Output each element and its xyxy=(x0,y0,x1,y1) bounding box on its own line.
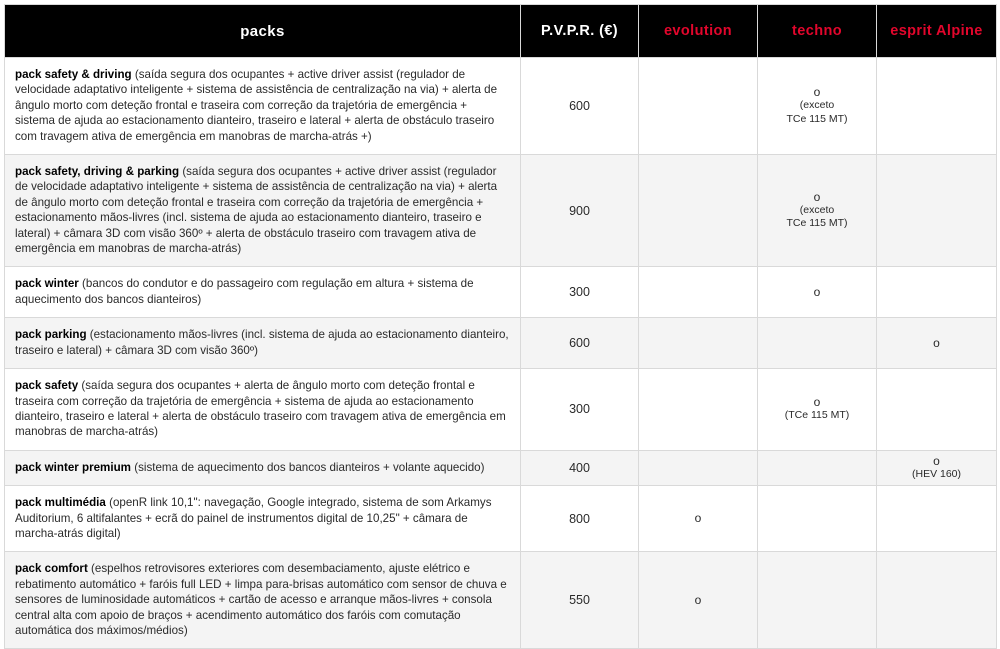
pack-name: pack parking xyxy=(15,328,87,342)
option-note: TCe 115 MT) xyxy=(786,112,848,125)
esprit-alpine-availability-cell xyxy=(877,552,997,649)
pack-description-cell xyxy=(5,552,521,649)
option-marker: o xyxy=(933,453,940,468)
table-header xyxy=(5,5,997,58)
techno-availability-cell xyxy=(758,58,877,155)
option-note: TCe 115 MT) xyxy=(786,217,848,230)
esprit-alpine-availability-cell xyxy=(877,486,997,552)
pack-description-cell xyxy=(5,58,521,155)
pack-contents: (saída segura dos ocupantes + alerta de ângulo morto com deteção frontal e traseira com correção da trajetória de emergência + sistema de ajuda ao estacionamento dianteiro, traseiro e lateral + alerta de obstáculo traseiro com travagem ativa de emergência em manobras de marcha-atrás) xyxy=(15,379,506,439)
evolution-availability-cell xyxy=(639,486,758,552)
pack-price-cell: 300 xyxy=(521,267,639,318)
table-row xyxy=(5,267,997,318)
pack-contents: (bancos do condutor e do passageiro com regulação em altura + sistema de aquecimento dos bancos dianteiros) xyxy=(15,277,474,306)
pack-description-cell xyxy=(5,155,521,267)
packs-table xyxy=(4,4,997,649)
option-note: (exceto xyxy=(799,204,835,217)
pack-contents: (espelhos retrovisores exteriores com desembaciamento, ajuste elétrico e rebatimento automático + faróis full LED + limpa para-brisas automático com sensor de chuva e sensores de luminosidade automáticos + cartão de acesso e arranque mãos-livres + consola central alta com apoio de braços + acendimento automático dos faróis com comutação automática dos máximos/médios) xyxy=(15,562,507,637)
techno-availability-cell xyxy=(758,267,877,318)
pack-contents: (saída segura dos ocupantes + active driver assist (regulador de velocidade adaptativo inteligente + sistema de assistência de centralização na via) + alerta de ângulo morto com deteção frontal e traseira com correção da trajetória de emergência + estacionamento mãos-livres (incl. sistema de ajuda ao estacionamento dianteiro, traseiro e lateral) + câmara 3D com visão 360º + alerta de obstáculo traseiro com travagem ativa de emergência em manobras de marcha-atrás) xyxy=(15,165,498,256)
pack-price-cell: 600 xyxy=(521,318,639,369)
esprit-alpine-availability-cell xyxy=(877,58,997,155)
pack-description-cell xyxy=(5,267,521,318)
table-row xyxy=(5,450,997,485)
evolution-availability-cell xyxy=(639,58,758,155)
option-marker: o xyxy=(813,85,821,100)
option-note: (HEV 160) xyxy=(911,467,962,480)
pack-description-cell xyxy=(5,486,521,552)
techno-availability-cell xyxy=(758,486,877,552)
pack-name: pack comfort xyxy=(15,562,88,576)
pack-price-cell: 600 xyxy=(521,58,639,155)
column-header-evolution: evolution xyxy=(639,5,758,58)
pack-name: pack winter xyxy=(15,277,79,291)
option-marker: o xyxy=(694,511,702,526)
table-row xyxy=(5,155,997,267)
techno-availability-cell xyxy=(758,369,877,451)
table-row xyxy=(5,58,997,155)
column-header-esprit-alpine: esprit Alpine xyxy=(877,5,997,58)
techno-availability-cell xyxy=(758,155,877,267)
esprit-alpine-availability-cell xyxy=(877,155,997,267)
pack-price-cell: 800 xyxy=(521,486,639,552)
option-note: (exceto xyxy=(799,99,835,112)
pack-description-cell xyxy=(5,318,521,369)
pack-contents: (sistema de aquecimento dos bancos dianteiros + volante aquecido) xyxy=(130,460,485,474)
pack-name: pack safety & driving xyxy=(15,68,132,81)
pack-contents: (saída segura dos ocupantes + active driver assist (regulador de velocidade adaptativo inteligente + sistema de assistência de centralização na via) + alerta de ângulo morto com deteção frontal e traseira com correção da trajetória de emergência + sistema de ajuda ao estacionamento dianteiro, traseiro e lateral + alerta de obstáculo traseiro com travagem ativa de emergência em manobras de marcha-atrás +) xyxy=(15,68,498,143)
option-marker: o xyxy=(813,395,821,410)
evolution-availability-cell xyxy=(639,267,758,318)
pack-contents: (estacionamento mãos-livres (incl. sistema de ajuda ao estacionamento dianteiro, traseiro e lateral) + câmara 3D com visão 360º) xyxy=(15,328,509,357)
pack-name: pack winter premium xyxy=(15,460,131,474)
table-row xyxy=(5,318,997,369)
evolution-availability-cell xyxy=(639,552,758,649)
option-note: (TCe 115 MT) xyxy=(784,409,850,422)
evolution-availability-cell xyxy=(639,155,758,267)
esprit-alpine-availability-cell xyxy=(877,450,997,485)
pack-price-cell: 900 xyxy=(521,155,639,267)
option-marker: o xyxy=(813,284,821,299)
column-header-packs: packs xyxy=(5,5,521,58)
esprit-alpine-availability-cell xyxy=(877,369,997,451)
pack-price-cell: 400 xyxy=(521,450,639,485)
option-marker: o xyxy=(694,592,702,607)
table-body xyxy=(5,58,997,649)
option-marker: o xyxy=(933,335,940,350)
techno-availability-cell xyxy=(758,450,877,485)
table-row xyxy=(5,552,997,649)
pack-name: pack safety xyxy=(15,379,79,393)
pack-price-cell: 550 xyxy=(521,552,639,649)
techno-availability-cell xyxy=(758,318,877,369)
table-row xyxy=(5,486,997,552)
evolution-availability-cell xyxy=(639,369,758,451)
pack-name: pack safety, driving & parking xyxy=(15,165,180,179)
techno-availability-cell xyxy=(758,552,877,649)
evolution-availability-cell xyxy=(639,318,758,369)
column-header-techno: techno xyxy=(758,5,877,58)
table-row xyxy=(5,369,997,451)
pack-contents: (openR link 10,1": navegação, Google integrado, sistema de som Arkamys Auditorium, 6 altifalantes + ecrã do painel de instrumentos digital de 10,25" + câmara de marcha-atrás digital) xyxy=(15,496,492,540)
evolution-availability-cell xyxy=(639,450,758,485)
esprit-alpine-availability-cell xyxy=(877,318,997,369)
esprit-alpine-availability-cell xyxy=(877,267,997,318)
pack-description-cell xyxy=(5,450,521,485)
column-header-price: P.V.P.R. (€) xyxy=(521,5,639,58)
pack-price-cell: 300 xyxy=(521,369,639,451)
pack-name: pack multimédia xyxy=(15,496,106,510)
header-row xyxy=(5,5,997,58)
pack-description-cell xyxy=(5,369,521,451)
option-marker: o xyxy=(813,190,821,205)
